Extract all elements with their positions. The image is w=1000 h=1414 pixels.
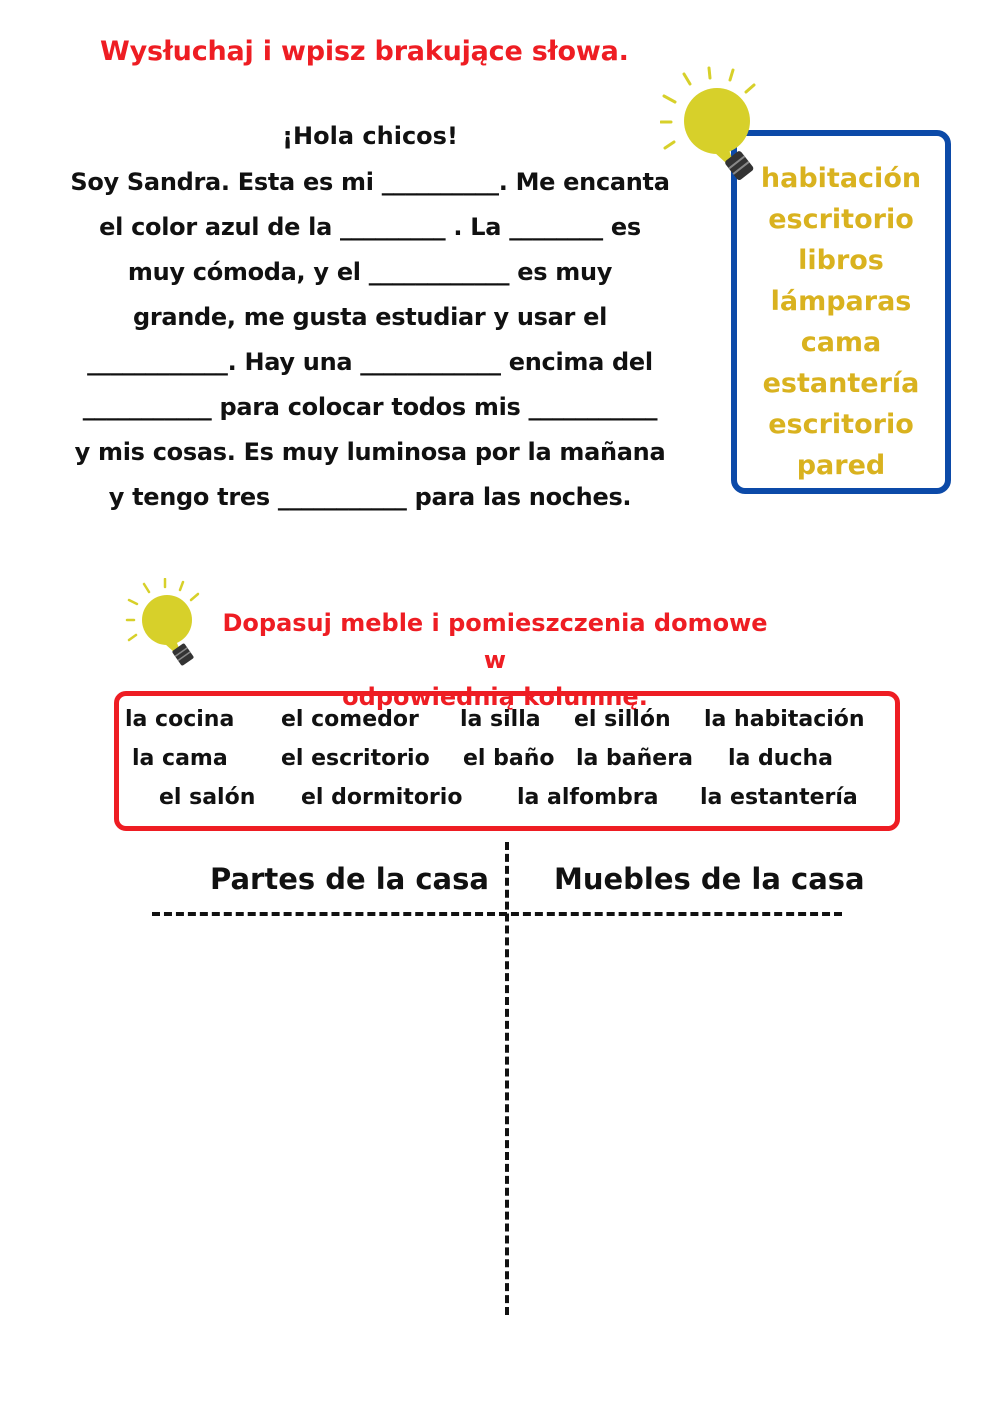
horizontal-divider: [152, 912, 842, 916]
vocab-word: la cama: [132, 746, 228, 771]
word-bank-list: [737, 136, 945, 486]
vertical-divider: [505, 842, 509, 1315]
letter-greeting: ¡Hola chicos!: [282, 122, 458, 150]
passage-line: ___________ para colocar todos mis ___________: [82, 393, 658, 421]
vocab-word: la habitación: [704, 707, 865, 732]
passage-line: el color azul de la _________ . La ________ es: [99, 213, 641, 241]
fill-in-passage: [55, 160, 685, 520]
exercise-2-title-line: odpowiednią kolumnę.: [342, 683, 648, 711]
lightbulb-icon: [125, 578, 205, 668]
word-bank-item: lámparas: [770, 286, 912, 317]
exercise-1-title: Wysłuchaj i wpisz brakujące słowa.: [100, 36, 629, 67]
vocab-word: la alfombra: [517, 785, 659, 810]
word-bank-item: pared: [796, 450, 886, 481]
vocab-word: la ducha: [728, 746, 834, 771]
column-header-parts: Partes de la casa: [210, 862, 489, 896]
word-bank-item: habitación: [760, 163, 922, 194]
vocab-word: el sillón: [574, 707, 671, 732]
vocab-word: el salón: [159, 785, 256, 810]
exercise-2-title-line: Dopasuj meble i pomieszczenia domowe w: [222, 609, 768, 674]
vocab-word: la silla: [460, 707, 541, 732]
passage-line: ____________. Hay una ____________ encima del: [87, 348, 653, 376]
vocab-word: la bañera: [576, 746, 693, 771]
word-bank-item: estantería: [762, 368, 920, 399]
word-bank-item: cama: [800, 327, 882, 358]
passage-line: Soy Sandra. Esta es mi __________. Me encanta: [70, 168, 670, 196]
passage-line: y mis cosas. Es muy luminosa por la mañana: [74, 438, 666, 466]
vocab-word: la estantería: [700, 785, 858, 810]
word-bank-item: escritorio: [768, 409, 914, 440]
vocab-word: la cocina: [125, 707, 235, 732]
vocab-word: el comedor: [281, 707, 419, 732]
vocab-word: el dormitorio: [301, 785, 463, 810]
passage-line: y tengo tres ___________ para las noches.: [108, 483, 632, 511]
vocab-word: el baño: [463, 746, 555, 771]
vocab-word: el escritorio: [281, 746, 430, 771]
passage-line: muy cómoda, y el ____________ es muy: [127, 258, 613, 286]
word-bank-item: libros: [798, 245, 884, 276]
passage-line: grande, me gusta estudiar y usar el: [132, 303, 608, 331]
lightbulb-icon: [660, 66, 770, 188]
vocabulary-box: [114, 691, 900, 831]
word-bank-item: escritorio: [768, 204, 914, 235]
column-header-furniture: Muebles de la casa: [554, 862, 865, 896]
